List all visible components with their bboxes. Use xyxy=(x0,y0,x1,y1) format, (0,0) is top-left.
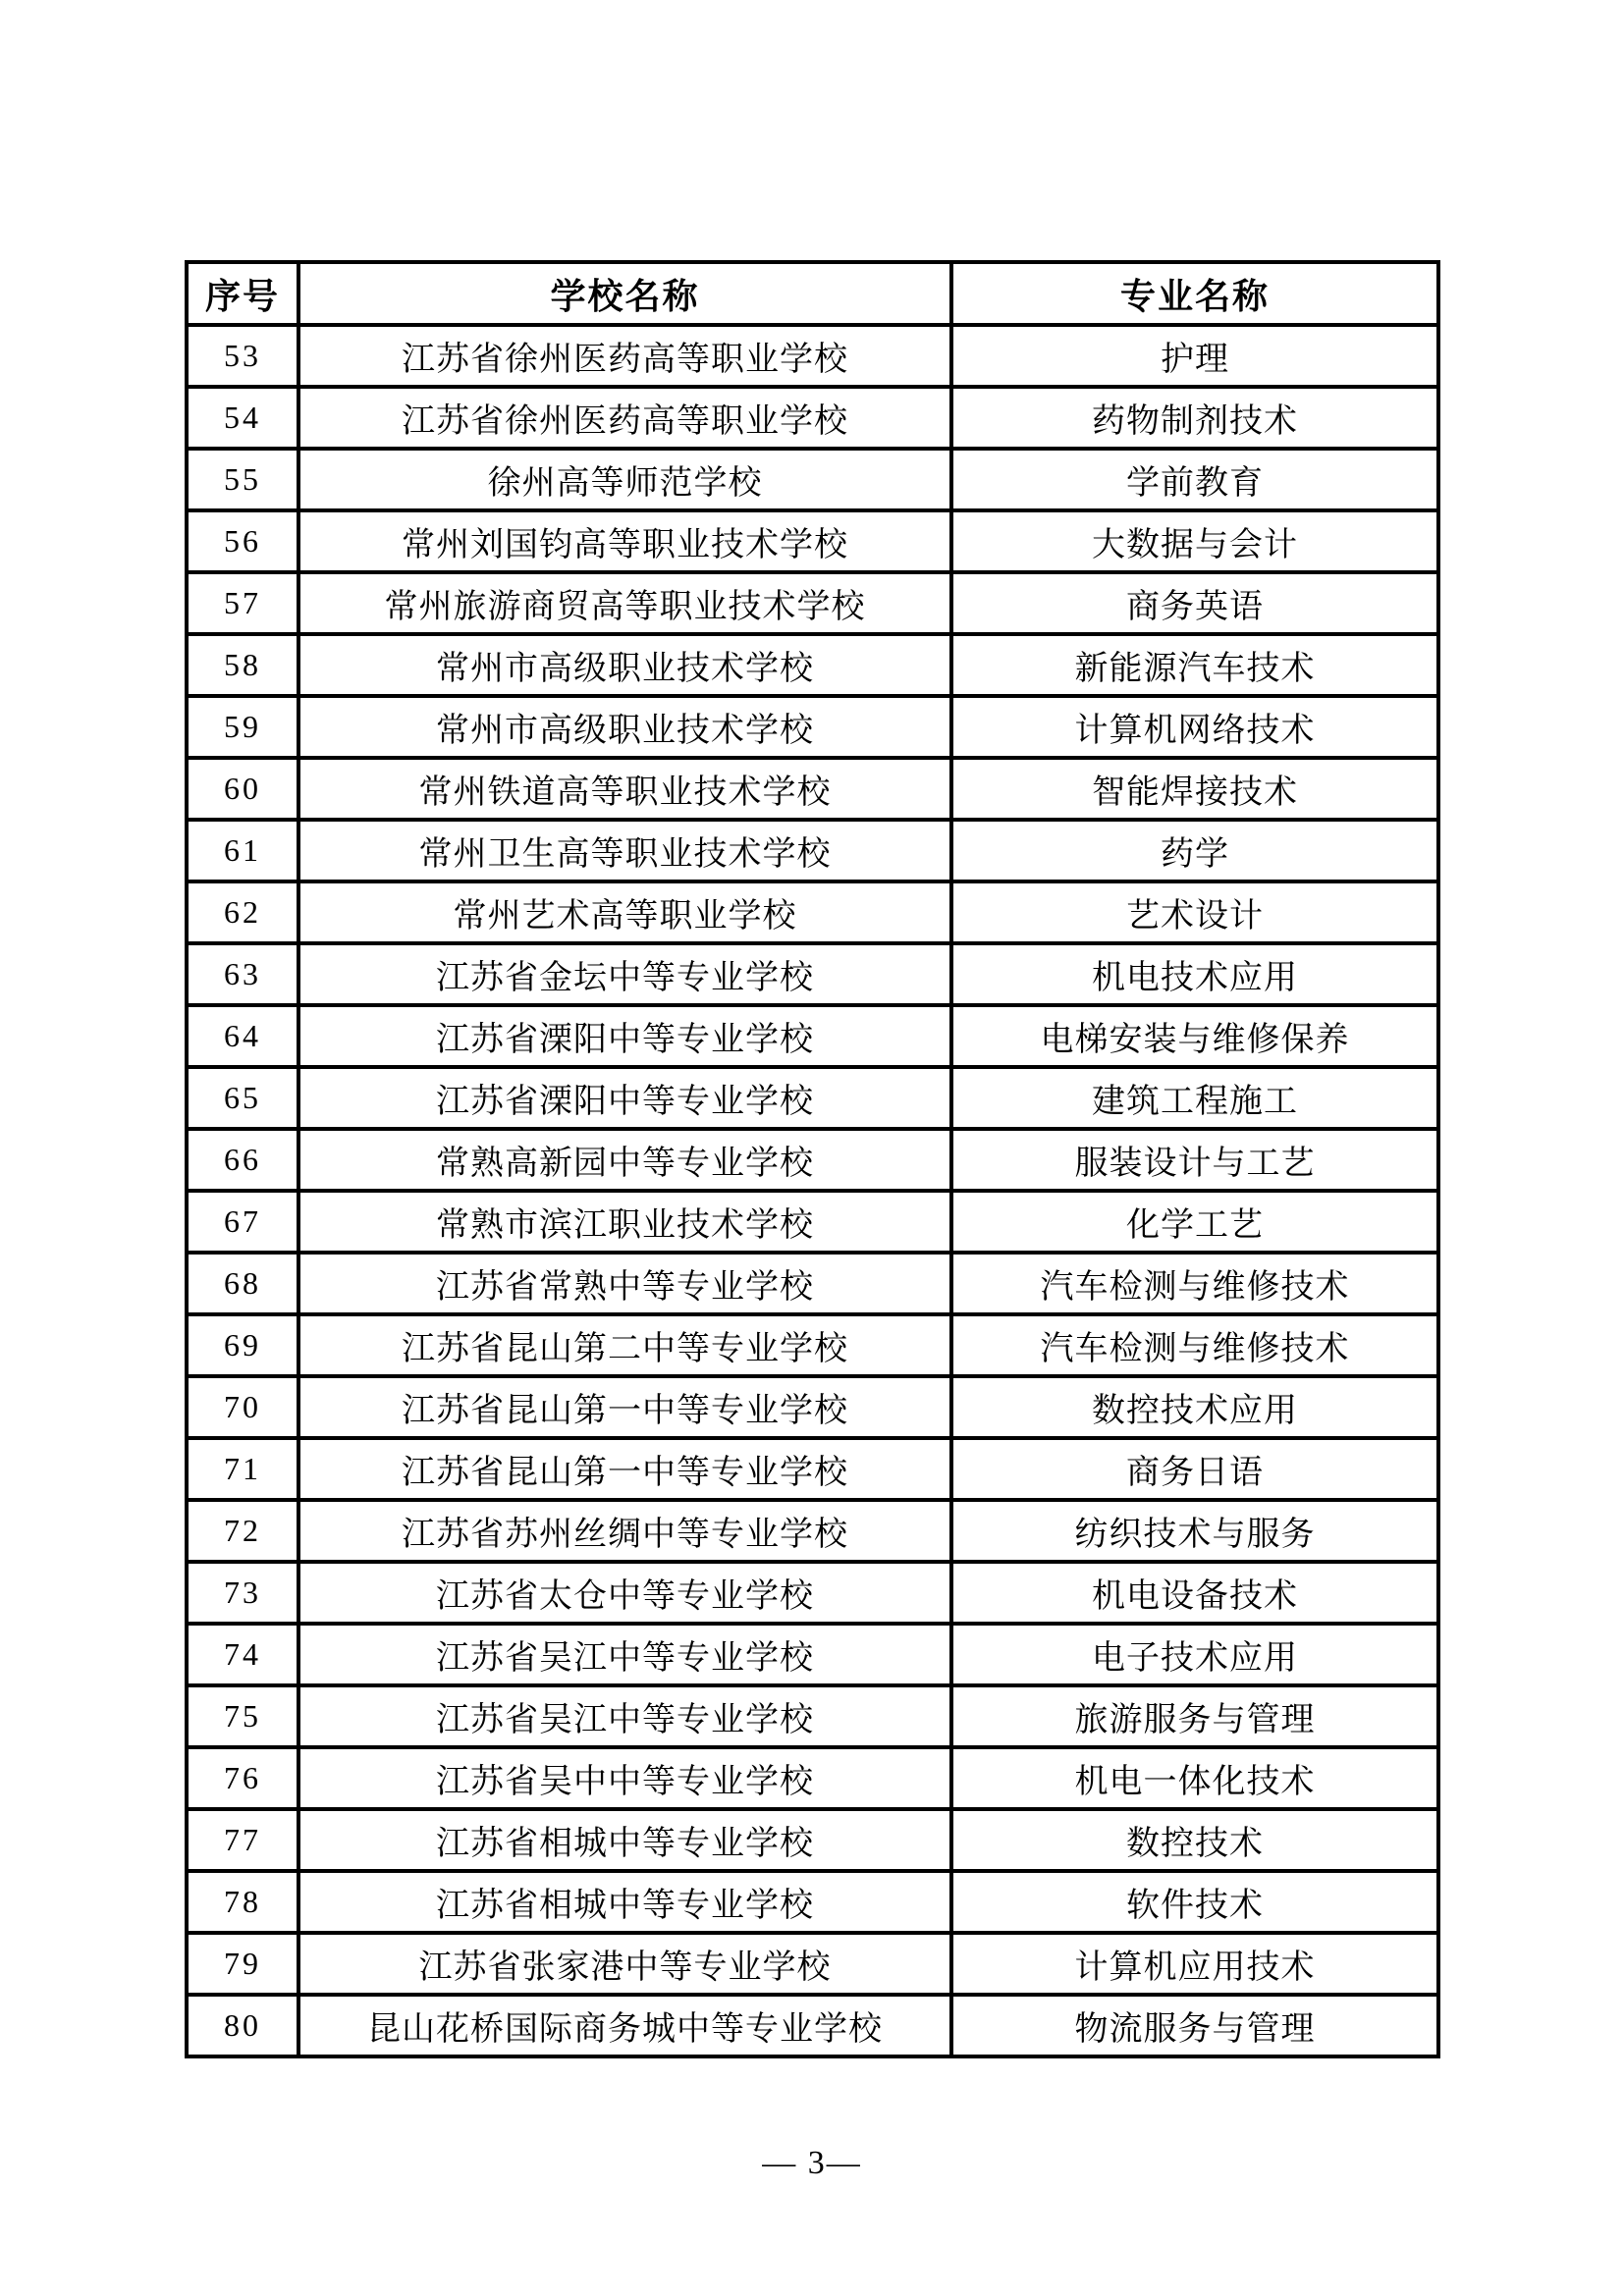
cell-major-name: 计算机应用技术 xyxy=(951,1933,1438,1995)
cell-serial-number: 65 xyxy=(187,1067,298,1129)
cell-major-name: 数控技术应用 xyxy=(951,1376,1438,1438)
cell-major-name: 艺术设计 xyxy=(951,881,1438,943)
cell-serial-number: 56 xyxy=(187,510,298,572)
cell-serial-number: 59 xyxy=(187,696,298,758)
cell-serial-number: 54 xyxy=(187,387,298,449)
table-row xyxy=(187,1005,1438,1067)
school-major-table xyxy=(185,260,1440,2058)
table-row xyxy=(187,1067,1438,1129)
cell-major-name: 纺织技术与服务 xyxy=(951,1500,1438,1562)
cell-school-name: 江苏省金坛中等专业学校 xyxy=(298,943,951,1005)
cell-school-name: 江苏省相城中等专业学校 xyxy=(298,1871,951,1933)
cell-serial-number: 58 xyxy=(187,634,298,696)
cell-major-name: 电子技术应用 xyxy=(951,1624,1438,1685)
cell-serial-number: 75 xyxy=(187,1685,298,1747)
cell-school-name: 常州旅游商贸高等职业技术学校 xyxy=(298,572,951,634)
table-row xyxy=(187,820,1438,881)
cell-school-name: 江苏省溧阳中等专业学校 xyxy=(298,1005,951,1067)
cell-serial-number: 60 xyxy=(187,758,298,820)
cell-major-name: 学前教育 xyxy=(951,449,1438,510)
cell-serial-number: 72 xyxy=(187,1500,298,1562)
cell-serial-number: 70 xyxy=(187,1376,298,1438)
cell-major-name: 数控技术 xyxy=(951,1809,1438,1871)
cell-school-name: 徐州高等师范学校 xyxy=(298,449,951,510)
cell-major-name: 电梯安装与维修保养 xyxy=(951,1005,1438,1067)
cell-school-name: 江苏省太仓中等专业学校 xyxy=(298,1562,951,1624)
cell-school-name: 江苏省昆山第一中等专业学校 xyxy=(298,1376,951,1438)
header-serial-number: 序号 xyxy=(187,262,298,325)
cell-serial-number: 73 xyxy=(187,1562,298,1624)
table-row xyxy=(187,510,1438,572)
table-row xyxy=(187,696,1438,758)
cell-major-name: 新能源汽车技术 xyxy=(951,634,1438,696)
cell-major-name: 智能焊接技术 xyxy=(951,758,1438,820)
table-row xyxy=(187,1747,1438,1809)
table-row xyxy=(187,325,1438,387)
table-row xyxy=(187,1871,1438,1933)
cell-major-name: 软件技术 xyxy=(951,1871,1438,1933)
cell-major-name: 药学 xyxy=(951,820,1438,881)
cell-school-name: 江苏省吴江中等专业学校 xyxy=(298,1685,951,1747)
cell-school-name: 常州卫生高等职业技术学校 xyxy=(298,820,951,881)
table-row xyxy=(187,572,1438,634)
cell-serial-number: 77 xyxy=(187,1809,298,1871)
cell-serial-number: 55 xyxy=(187,449,298,510)
cell-school-name: 常州艺术高等职业学校 xyxy=(298,881,951,943)
cell-school-name: 常熟高新园中等专业学校 xyxy=(298,1129,951,1191)
page-number: — 3— xyxy=(762,2145,862,2181)
cell-school-name: 常州市高级职业技术学校 xyxy=(298,696,951,758)
cell-serial-number: 80 xyxy=(187,1995,298,2056)
cell-major-name: 旅游服务与管理 xyxy=(951,1685,1438,1747)
table-row xyxy=(187,1438,1438,1500)
cell-major-name: 机电设备技术 xyxy=(951,1562,1438,1624)
table-row xyxy=(187,1624,1438,1685)
cell-school-name: 江苏省吴中中等专业学校 xyxy=(298,1747,951,1809)
cell-school-name: 江苏省昆山第一中等专业学校 xyxy=(298,1438,951,1500)
table-row xyxy=(187,387,1438,449)
cell-serial-number: 57 xyxy=(187,572,298,634)
cell-serial-number: 74 xyxy=(187,1624,298,1685)
table-row xyxy=(187,1253,1438,1314)
cell-school-name: 江苏省吴江中等专业学校 xyxy=(298,1624,951,1685)
table-row xyxy=(187,1995,1438,2056)
cell-major-name: 汽车检测与维修技术 xyxy=(951,1314,1438,1376)
cell-serial-number: 67 xyxy=(187,1191,298,1253)
table-row xyxy=(187,758,1438,820)
table-row xyxy=(187,943,1438,1005)
cell-serial-number: 71 xyxy=(187,1438,298,1500)
table-row xyxy=(187,634,1438,696)
cell-major-name: 化学工艺 xyxy=(951,1191,1438,1253)
cell-serial-number: 69 xyxy=(187,1314,298,1376)
cell-serial-number: 64 xyxy=(187,1005,298,1067)
cell-school-name: 江苏省相城中等专业学校 xyxy=(298,1809,951,1871)
cell-serial-number: 78 xyxy=(187,1871,298,1933)
table-body xyxy=(187,325,1438,2056)
table-header xyxy=(187,262,1438,325)
cell-school-name: 江苏省徐州医药高等职业学校 xyxy=(298,387,951,449)
table-row xyxy=(187,881,1438,943)
table-row xyxy=(187,1376,1438,1438)
cell-major-name: 大数据与会计 xyxy=(951,510,1438,572)
cell-major-name: 机电技术应用 xyxy=(951,943,1438,1005)
table-row xyxy=(187,1500,1438,1562)
cell-major-name: 物流服务与管理 xyxy=(951,1995,1438,2056)
cell-school-name: 江苏省徐州医药高等职业学校 xyxy=(298,325,951,387)
cell-major-name: 机电一体化技术 xyxy=(951,1747,1438,1809)
cell-school-name: 昆山花桥国际商务城中等专业学校 xyxy=(298,1995,951,2056)
header-major-name: 专业名称 xyxy=(951,262,1438,325)
cell-major-name: 药物制剂技术 xyxy=(951,387,1438,449)
cell-school-name: 江苏省张家港中等专业学校 xyxy=(298,1933,951,1995)
table-row xyxy=(187,1129,1438,1191)
cell-school-name: 常州市高级职业技术学校 xyxy=(298,634,951,696)
cell-school-name: 江苏省苏州丝绸中等专业学校 xyxy=(298,1500,951,1562)
cell-serial-number: 79 xyxy=(187,1933,298,1995)
cell-school-name: 江苏省溧阳中等专业学校 xyxy=(298,1067,951,1129)
cell-school-name: 江苏省常熟中等专业学校 xyxy=(298,1253,951,1314)
cell-serial-number: 63 xyxy=(187,943,298,1005)
cell-major-name: 计算机网络技术 xyxy=(951,696,1438,758)
cell-serial-number: 61 xyxy=(187,820,298,881)
cell-major-name: 服装设计与工艺 xyxy=(951,1129,1438,1191)
table-row xyxy=(187,1933,1438,1995)
cell-serial-number: 68 xyxy=(187,1253,298,1314)
cell-major-name: 护理 xyxy=(951,325,1438,387)
table-row xyxy=(187,1314,1438,1376)
table-row xyxy=(187,1809,1438,1871)
cell-school-name: 常州刘国钧高等职业技术学校 xyxy=(298,510,951,572)
cell-major-name: 汽车检测与维修技术 xyxy=(951,1253,1438,1314)
table-row xyxy=(187,1191,1438,1253)
cell-major-name: 商务日语 xyxy=(951,1438,1438,1500)
cell-major-name: 建筑工程施工 xyxy=(951,1067,1438,1129)
cell-serial-number: 76 xyxy=(187,1747,298,1809)
header-school-name: 学校名称 xyxy=(298,262,951,325)
table-row xyxy=(187,449,1438,510)
cell-school-name: 江苏省昆山第二中等专业学校 xyxy=(298,1314,951,1376)
cell-major-name: 商务英语 xyxy=(951,572,1438,634)
cell-school-name: 常熟市滨江职业技术学校 xyxy=(298,1191,951,1253)
cell-serial-number: 62 xyxy=(187,881,298,943)
table-row xyxy=(187,1562,1438,1624)
cell-serial-number: 66 xyxy=(187,1129,298,1191)
table-header-row xyxy=(187,262,1438,325)
cell-serial-number: 53 xyxy=(187,325,298,387)
table-row xyxy=(187,1685,1438,1747)
cell-school-name: 常州铁道高等职业技术学校 xyxy=(298,758,951,820)
